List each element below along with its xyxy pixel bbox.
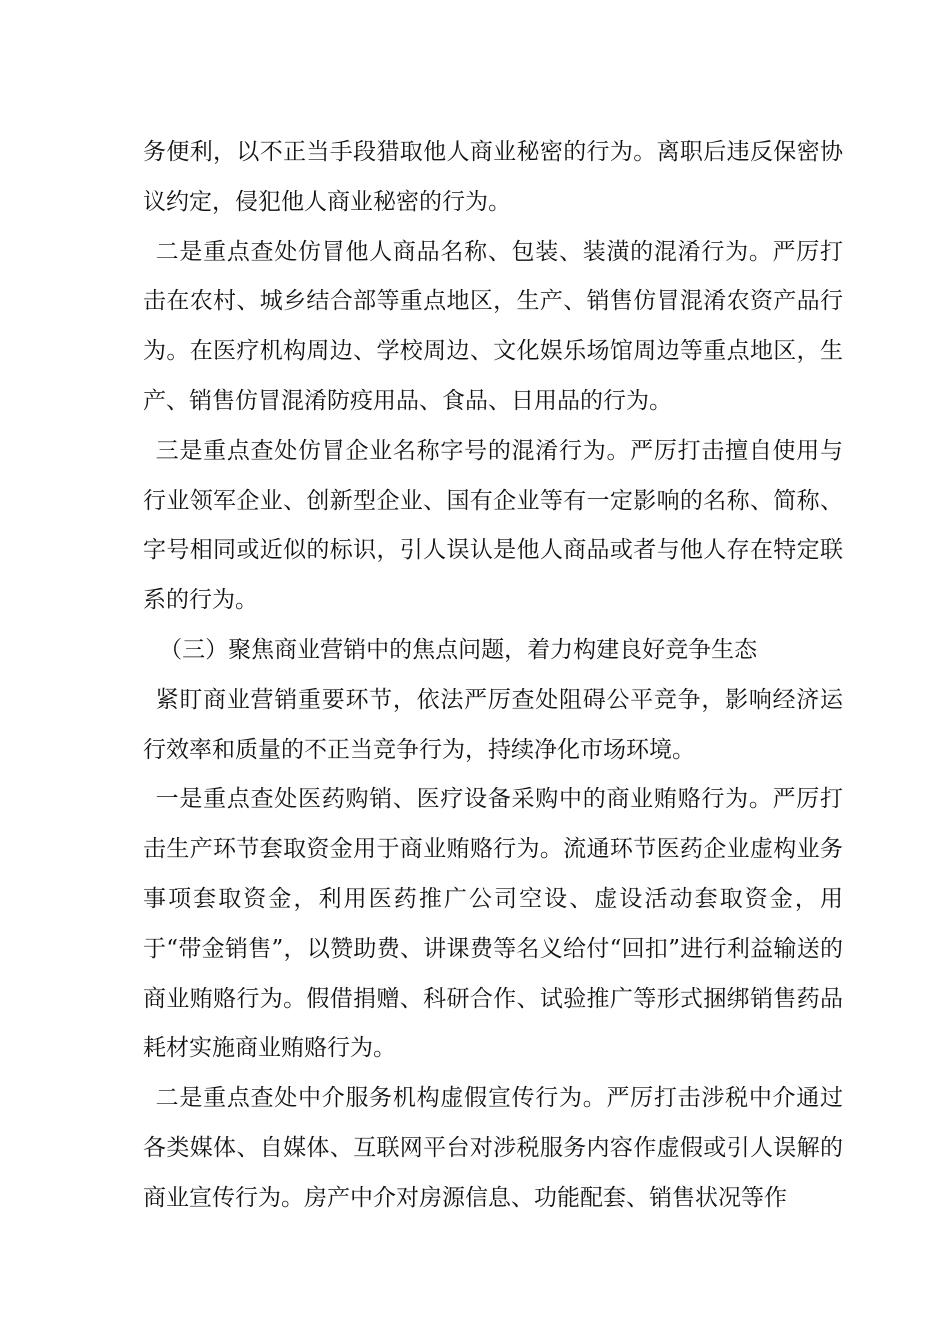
paragraph-trade-secret-continued: 务便利，以不正当手段猎取他人商业秘密的行为。离职后违反保密协议约定，侵犯他人商业秘密的行为。 [143, 139, 843, 215]
paragraph-medical-bribery: 一是重点查处医药购销、医疗设备采购中的商业贿赂行为。严厉打击生产环节套取资金用于商业贿赂行为。流通环节医药企业虚构业务事项套取资金，利用医药推广公司空设、虚设活动套取资金，用于“带金销售”，以赞助费、讲课费等名义给付“回扣”进行利益输送的商业贿赂行为。假借捐赠、科研合作、试验推广等形式捆绑销售药品耗材实施商业贿赂行为。 [143, 786, 843, 1062]
paragraph-agency-false-advertising: 二是重点查处中介服务机构虚假宣传行为。严厉打击涉税中介通过各类媒体、自媒体、互联网平台对涉税服务内容作虚假或引人误解的商业宣传行为。房产中介对房源信息、功能配套、销售状况等作 [143, 1085, 843, 1211]
paragraph-marketing-intro: 紧盯商业营销重要环节，依法严厉查处阻碍公平竞争，影响经济运行效率和质量的不正当竞争行为，持续净化市场环境。 [143, 686, 843, 763]
paragraph-enterprise-name-confusion: 三是重点查处仿冒企业名称字号的混淆行为。严厉打击擅自使用与行业领军企业、创新型企业、国有企业等有一定影响的名称、简称、字号相同或近似的标识，引人误认是他人商品或者与他人存在特定联系的行为。 [143, 437, 843, 614]
paragraph-product-confusion: 二是重点查处仿冒他人商品名称、包装、装潢的混淆行为。严厉打击在农村、城乡结合部等重点地区，生产、销售仿冒混淆农资产品行为。在医疗机构周边、学校周边、文化娱乐场馆周边等重点地区，生产、销售仿冒混淆防疫用品、食品、日用品的行为。 [143, 238, 843, 414]
section-heading-marketing-focus: （三）聚焦商业营销中的焦点问题，着力构建良好竞争生态 [159, 636, 758, 663]
document-body [143, 128, 843, 1224]
